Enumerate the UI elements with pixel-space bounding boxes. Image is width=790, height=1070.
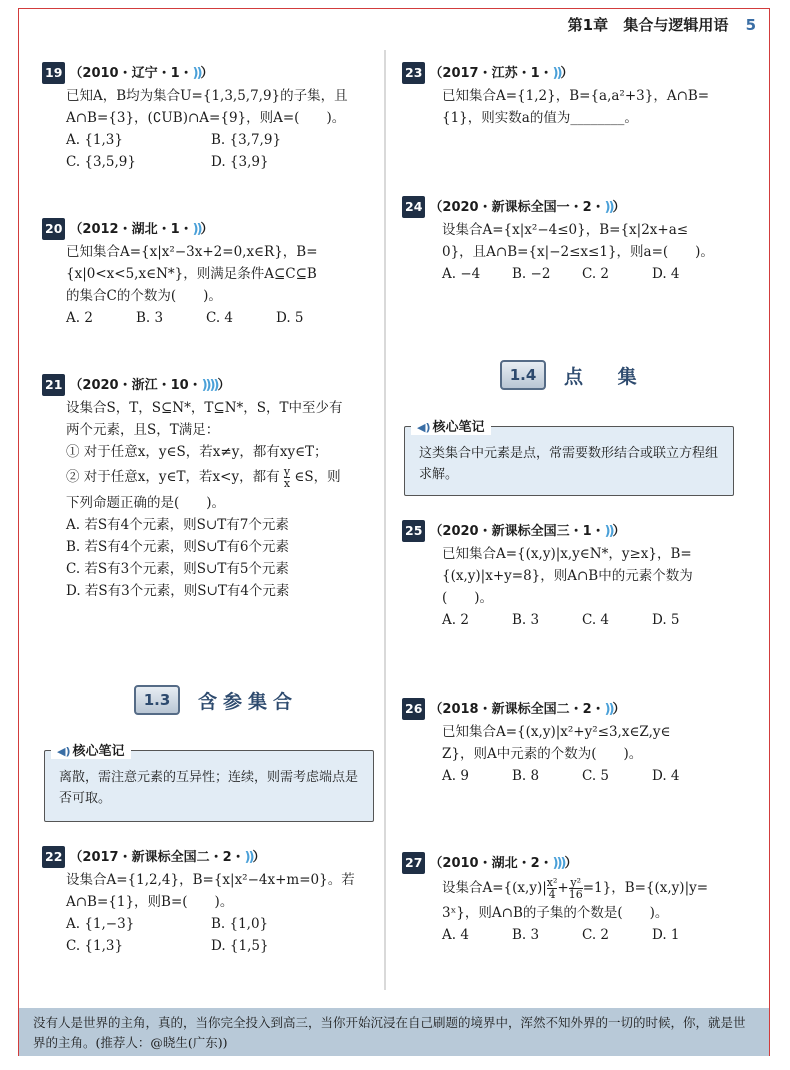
option-a: A. 2 bbox=[66, 310, 93, 326]
paren: ） bbox=[564, 856, 578, 871]
option-a: A. {1,3} bbox=[66, 132, 123, 148]
stem-text: =1}，B={(x,y)|y= bbox=[582, 880, 709, 896]
option-c: C. 4 bbox=[206, 310, 234, 326]
problem-stem bbox=[42, 869, 377, 913]
paren: ） bbox=[560, 66, 574, 81]
stem-line: A∩B={1}，则B=( )。 bbox=[66, 894, 234, 910]
stem-line: 设集合A={1,2,4}，B={x|x²−4x+m=0}。若 bbox=[66, 872, 355, 888]
problem-source: （2017・江苏・1・ bbox=[429, 66, 553, 81]
problem-stem bbox=[42, 241, 372, 307]
problem-number: 22 bbox=[42, 846, 65, 868]
column-divider bbox=[384, 50, 386, 990]
note-text: 这类集合中元素是点，常需要数形结合或联立方程组求解。 bbox=[419, 446, 719, 482]
problem-number: 21 bbox=[42, 374, 65, 396]
options bbox=[402, 263, 752, 285]
stem-line: 已知A，B均为集合U={1,3,5,7,9}的子集，且 bbox=[66, 88, 348, 104]
footer-text: 没有人是世界的主角，真的，当你完全投入到高三，当你开始沉浸在自己刷题的境界中，浑然不知外界的一切的时候，你，就是世界的主角。(推荐人：@晓生(广东)) bbox=[33, 1015, 746, 1050]
note-label bbox=[411, 416, 491, 435]
problem-source: （2017・新课标全国二・2・ bbox=[69, 850, 245, 865]
problem-stem bbox=[402, 721, 752, 765]
core-note-2 bbox=[404, 420, 734, 496]
option-d: D. 4 bbox=[652, 768, 680, 784]
denominator: x bbox=[283, 477, 291, 490]
stem-line: 已知集合A={1,2}，B={a,a²+3}，A∩B= bbox=[442, 88, 710, 104]
denominator: 16 bbox=[568, 888, 583, 901]
options bbox=[42, 913, 377, 957]
problem-source: （2018・新课标全国二・2・ bbox=[429, 702, 605, 717]
note-label-text: 核心笔记 bbox=[72, 744, 125, 759]
option-d: D. 若S有3个元素，则S∪T有4个元素 bbox=[66, 583, 290, 599]
option-b: B. −2 bbox=[512, 266, 551, 282]
options bbox=[402, 609, 752, 631]
chapter-title: 集合与逻辑用语 bbox=[623, 16, 729, 34]
stem-line: 3ˣ}，则A∩B的子集的个数是( )。 bbox=[442, 905, 669, 921]
problem-head bbox=[402, 852, 752, 875]
problem-stem bbox=[402, 543, 752, 609]
problem-head bbox=[402, 698, 752, 721]
stem-line: 下列命题正确的是( )。 bbox=[66, 495, 226, 511]
option-a: A. 9 bbox=[442, 768, 469, 784]
option-c: C. 4 bbox=[582, 612, 610, 628]
fraction bbox=[547, 877, 558, 900]
option-a: A. {1,−3} bbox=[66, 916, 135, 932]
footer-quote bbox=[19, 1008, 769, 1056]
numerator: x² bbox=[546, 876, 558, 889]
difficulty-icon: )))) bbox=[201, 378, 218, 393]
problem-number: 20 bbox=[42, 218, 65, 240]
paren: ） bbox=[612, 524, 626, 539]
difficulty-icon: )) bbox=[552, 66, 561, 81]
fraction bbox=[284, 466, 290, 489]
difficulty-icon: )) bbox=[604, 200, 613, 215]
problem-number: 25 bbox=[402, 520, 425, 542]
difficulty-icon: )) bbox=[604, 702, 613, 717]
stem-line: ① 对于任意x，y∈S，若x≠y，都有xy∈T； bbox=[66, 444, 328, 460]
option-c: C. {1,3} bbox=[66, 938, 124, 954]
problem-head bbox=[42, 62, 372, 85]
options bbox=[42, 129, 372, 173]
difficulty-icon: )) bbox=[604, 524, 613, 539]
section-heading-1-4 bbox=[500, 360, 651, 390]
problem-source: （2010・湖北・2・ bbox=[429, 856, 553, 871]
problem-head bbox=[402, 520, 752, 543]
stem-line: Z}，则A中元素的个数为( )。 bbox=[442, 746, 643, 762]
stem-line: 设集合A={x|x²−4≤0}，B={x|2x+a≤ bbox=[442, 222, 689, 238]
difficulty-icon: )) bbox=[192, 222, 201, 237]
paren: ） bbox=[612, 200, 626, 215]
problem-head bbox=[42, 218, 372, 241]
problem-number: 19 bbox=[42, 62, 65, 84]
problem-source: （2010・辽宁・1・ bbox=[69, 66, 193, 81]
options bbox=[402, 765, 752, 787]
chapter-label: 第1章 bbox=[567, 16, 609, 34]
speaker-icon: ◀) bbox=[417, 421, 431, 434]
problem-stem bbox=[402, 85, 752, 129]
option-c: C. {3,5,9} bbox=[66, 154, 136, 170]
core-note-1 bbox=[44, 744, 374, 822]
paren: ） bbox=[252, 850, 266, 865]
option-a: A. 若S有4个元素，则S∪T有7个元素 bbox=[66, 517, 289, 533]
difficulty-icon: )) bbox=[244, 850, 253, 865]
option-b: B. 若S有4个元素，则S∪T有6个元素 bbox=[66, 539, 289, 555]
problem-number: 23 bbox=[402, 62, 425, 84]
note-text: 离散，需注意元素的互异性；连续，则需考虑端点是否可取。 bbox=[59, 770, 359, 806]
problem-26 bbox=[402, 698, 752, 787]
option-c: C. 2 bbox=[582, 266, 610, 282]
option-c: C. 若S有3个元素，则S∪T有5个元素 bbox=[66, 561, 289, 577]
problem-22 bbox=[42, 846, 377, 957]
stem-line: A∩B={3}，(∁UB)∩A={9}，则A=( )。 bbox=[66, 110, 346, 126]
problem-number: 24 bbox=[402, 196, 425, 218]
problem-stem bbox=[42, 397, 377, 514]
problem-head bbox=[402, 196, 752, 219]
paren: ） bbox=[200, 222, 214, 237]
problem-21 bbox=[42, 374, 377, 602]
difficulty-icon: )) bbox=[192, 66, 201, 81]
note-label bbox=[51, 740, 131, 759]
stem-line-fraction bbox=[442, 877, 752, 900]
option-a: A. 4 bbox=[442, 927, 469, 943]
options bbox=[42, 307, 372, 329]
stem-line: ( )。 bbox=[442, 590, 494, 606]
option-d: D. {1,5} bbox=[211, 938, 269, 954]
stem-line: 设集合S，T，S⊆N*，T⊆N*，S，T中至少有 bbox=[66, 400, 343, 416]
option-c: C. 2 bbox=[582, 927, 610, 943]
options bbox=[402, 924, 752, 946]
section-heading-1-3 bbox=[134, 685, 298, 715]
problem-20 bbox=[42, 218, 372, 329]
numerator: y² bbox=[570, 876, 582, 889]
paren: ） bbox=[612, 702, 626, 717]
stem-text: ∈S，则 bbox=[294, 469, 341, 485]
option-b: B. 8 bbox=[512, 768, 540, 784]
problem-head bbox=[402, 62, 752, 85]
problem-19 bbox=[42, 62, 372, 173]
problem-stem bbox=[42, 85, 372, 129]
stem-text: 设集合A={(x,y)| bbox=[442, 880, 547, 896]
problem-number: 26 bbox=[402, 698, 425, 720]
page-number: 5 bbox=[745, 16, 756, 34]
option-d: D. 1 bbox=[652, 927, 680, 943]
option-d: D. 5 bbox=[276, 310, 304, 326]
note-label-text: 核心笔记 bbox=[432, 420, 485, 435]
stem-line: {(x,y)|x+y=8}，则A∩B中的元素个数为 bbox=[442, 568, 693, 584]
option-b: B. 3 bbox=[136, 310, 164, 326]
options bbox=[42, 514, 377, 602]
problem-23 bbox=[402, 62, 752, 129]
problem-stem bbox=[402, 877, 752, 924]
plus-sign: + bbox=[557, 880, 569, 896]
problem-head bbox=[42, 374, 377, 397]
problem-number: 27 bbox=[402, 852, 425, 874]
problem-stem bbox=[402, 219, 752, 263]
speaker-icon: ◀) bbox=[57, 745, 71, 758]
option-b: B. 3 bbox=[512, 612, 540, 628]
problem-head bbox=[42, 846, 377, 869]
numerator: y bbox=[283, 465, 291, 478]
option-b: B. 3 bbox=[512, 927, 540, 943]
section-title: 点 集 bbox=[564, 365, 651, 388]
paren: ） bbox=[200, 66, 214, 81]
section-number: 1.4 bbox=[500, 360, 546, 390]
fraction bbox=[569, 877, 583, 900]
problem-27 bbox=[402, 852, 752, 946]
option-c: C. 5 bbox=[582, 768, 610, 784]
option-b: B. {1,0} bbox=[211, 916, 269, 932]
denominator: 4 bbox=[548, 888, 556, 901]
problem-24 bbox=[402, 196, 752, 285]
stem-line: 已知集合A={(x,y)|x²+y²≤3,x∈Z,y∈ bbox=[442, 724, 671, 740]
section-number: 1.3 bbox=[134, 685, 180, 715]
stem-line: 两个元素，且S，T满足： bbox=[66, 422, 220, 438]
option-b: B. {3,7,9} bbox=[211, 132, 282, 148]
problem-source: （2020・浙江・10・ bbox=[69, 378, 202, 393]
stem-line: 的集合C的个数为( )。 bbox=[66, 288, 222, 304]
problem-source: （2012・湖北・1・ bbox=[69, 222, 193, 237]
stem-line-fraction bbox=[66, 466, 377, 489]
problem-source: （2020・新课标全国一・2・ bbox=[429, 200, 605, 215]
section-title: 含参集合 bbox=[198, 690, 299, 713]
option-d: D. {3,9} bbox=[211, 154, 269, 170]
stem-line: 已知集合A={(x,y)|x,y∈N*，y≥x}，B= bbox=[442, 546, 692, 562]
option-d: D. 5 bbox=[652, 612, 680, 628]
problem-source: （2020・新课标全国三・1・ bbox=[429, 524, 605, 539]
stem-line: 已知集合A={x|x²−3x+2=0,x∈R}，B= bbox=[66, 244, 318, 260]
paren: ） bbox=[217, 378, 231, 393]
stem-line: {x|0<x<5,x∈N*}，则满足条件A⊆C⊆B bbox=[66, 266, 317, 282]
problem-25 bbox=[402, 520, 752, 631]
page-header bbox=[568, 14, 756, 35]
option-a: A. −4 bbox=[442, 266, 481, 282]
option-a: A. 2 bbox=[442, 612, 469, 628]
stem-text: ② 对于任意x，y∈T，若x<y，都有 bbox=[66, 469, 280, 485]
stem-line: {1}，则实数a的值为________。 bbox=[442, 110, 638, 126]
stem-line: 0}，且A∩B={x|−2≤x≤1}，则a=( )。 bbox=[442, 244, 714, 260]
option-d: D. 4 bbox=[652, 266, 680, 282]
difficulty-icon: ))) bbox=[552, 856, 565, 871]
